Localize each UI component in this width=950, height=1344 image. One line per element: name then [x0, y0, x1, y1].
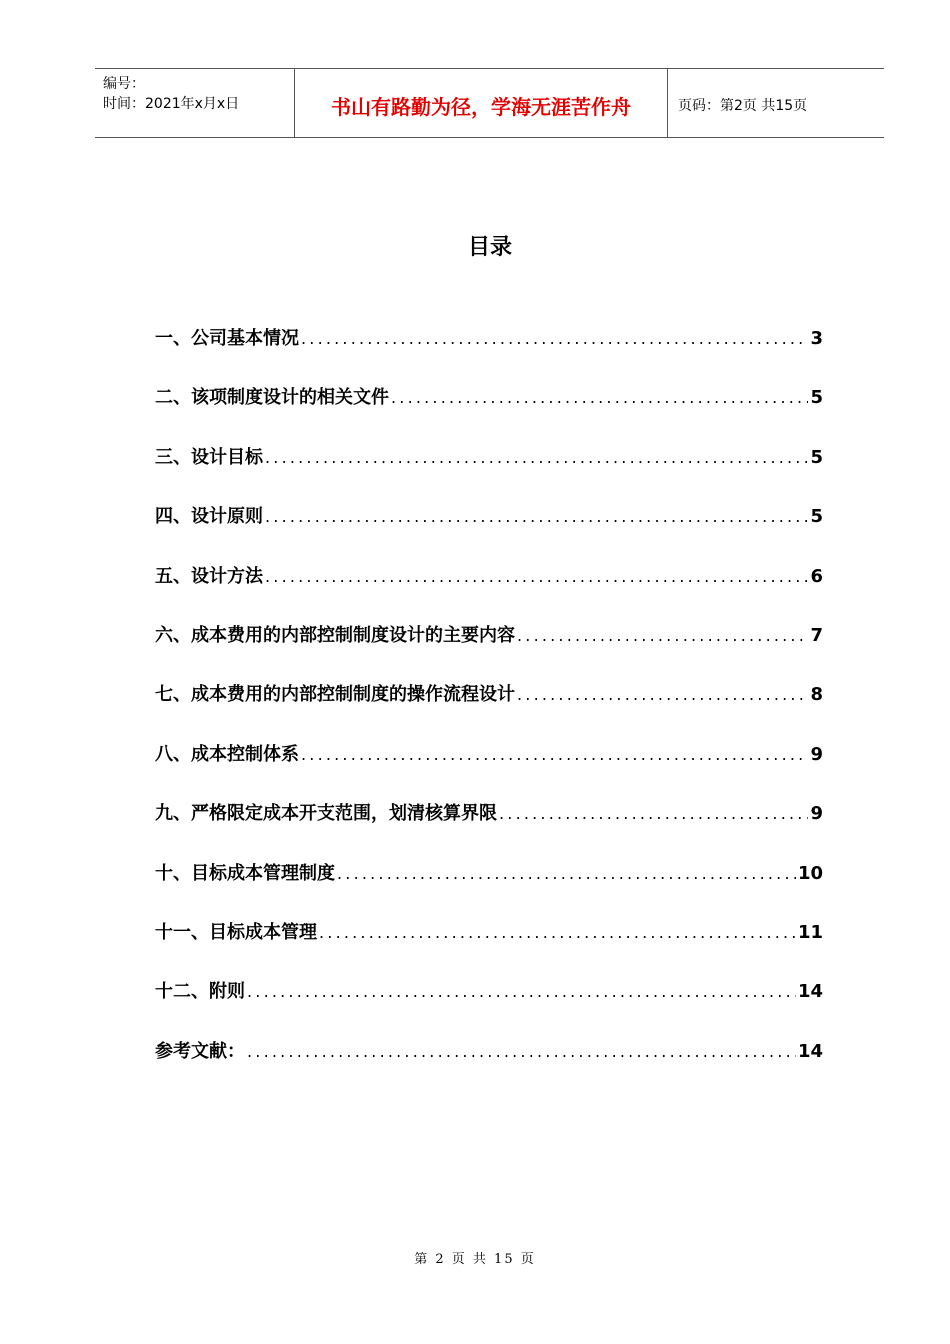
toc-item-label: 八、成本控制体系 [155, 743, 299, 765]
toc-item-page: 5 [810, 506, 823, 528]
toc-dot-leader [265, 507, 808, 526]
toc-item-label: 一、公司基本情况 [155, 328, 299, 349]
toc-dot-leader [247, 982, 796, 1001]
toc-item-label: 十一、目标成本管理 [155, 921, 317, 943]
toc-item[interactable] [155, 740, 823, 799]
toc-dot-leader [301, 745, 808, 764]
toc-item[interactable] [155, 799, 823, 858]
header-motto-cell [295, 69, 668, 137]
toc-item-label: 九、严格限定成本开支范围，划清核算界限 [155, 803, 497, 825]
toc-item-page: 5 [810, 446, 823, 468]
page-footer: 第 2 页 共 15 页 [414, 1252, 536, 1267]
toc-item-label: 二、该项制度设计的相关文件 [155, 387, 389, 409]
toc-dot-leader [301, 329, 808, 348]
toc-dot-leader [319, 923, 796, 942]
toc-item-label: 三、设计目标 [155, 446, 263, 468]
toc-item[interactable] [155, 383, 823, 442]
toc-item-page: 8 [810, 684, 823, 706]
toc-item[interactable] [155, 502, 823, 561]
toc-dot-leader [247, 1042, 796, 1061]
header-page-cell [668, 69, 884, 137]
header-motto: 书山有路勤为径，学海无涯苦作舟 [331, 95, 631, 119]
document-time-label: 时间：2021年x月x日 [103, 96, 240, 112]
page-header [95, 68, 884, 138]
toc-item-page: 11 [797, 921, 823, 943]
toc-item-page: 14 [797, 981, 823, 1003]
toc-item[interactable] [155, 324, 823, 383]
toc-item-page: 5 [810, 387, 823, 409]
toc-item-page: 10 [797, 862, 823, 884]
toc-item[interactable] [155, 918, 823, 977]
header-page-code: 页码：第2页 共15页 [678, 98, 808, 114]
toc-dot-leader [265, 448, 808, 467]
toc-item[interactable] [155, 680, 823, 739]
toc-dot-leader [337, 864, 796, 883]
toc-item[interactable] [155, 977, 823, 1036]
header-meta-cell [95, 69, 295, 137]
toc-item-label: 六、成本费用的内部控制制度设计的主要内容 [155, 624, 515, 646]
toc-item-label: 五、设计方法 [155, 565, 263, 587]
toc-item-page: 9 [810, 743, 823, 765]
toc-item-page: 14 [797, 1040, 823, 1062]
toc-dot-leader [499, 804, 808, 823]
toc-item-label: 四、设计原则 [155, 506, 263, 528]
toc-item[interactable] [155, 562, 823, 621]
toc-item-page: 3 [810, 328, 823, 349]
toc-item[interactable] [155, 859, 823, 918]
toc-dot-leader [265, 567, 808, 586]
toc-item-label: 十二、附则 [155, 981, 245, 1003]
page-title: 目录 [467, 235, 512, 260]
toc-item[interactable] [155, 621, 823, 680]
toc-dot-leader [517, 626, 808, 645]
toc-dot-leader [517, 685, 808, 704]
table-of-contents [155, 324, 823, 1096]
toc-dot-leader [391, 388, 808, 407]
toc-item[interactable] [155, 443, 823, 502]
toc-item-label: 七、成本费用的内部控制制度的操作流程设计 [155, 684, 515, 706]
toc-item-page: 9 [810, 803, 823, 825]
toc-item-label: 参考文献： [155, 1040, 245, 1062]
toc-item-page: 6 [810, 565, 823, 587]
document-number-label: 编号： [103, 76, 145, 92]
toc-item-label: 十、目标成本管理制度 [155, 862, 335, 884]
toc-item[interactable] [155, 1037, 823, 1096]
toc-item-page: 7 [810, 624, 823, 646]
